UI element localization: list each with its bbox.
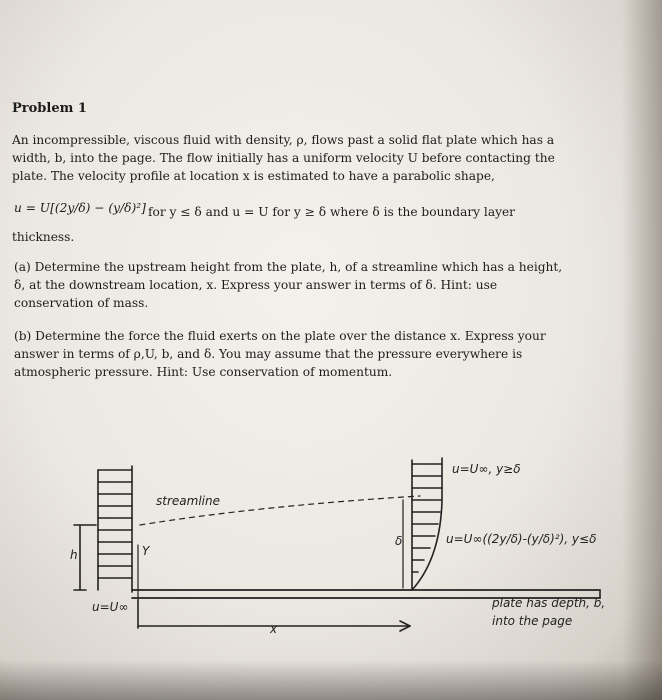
profile-equation-label: u=U∞((2y/δ)-(y/δ)²), y≤δ	[446, 532, 597, 546]
equation-condition: for y ≤ δ and u = U for y ≥ δ where δ is the boundary layer	[148, 205, 516, 219]
velocity-equation: u = U[(2y/δ) − (y/δ)²]	[14, 201, 146, 215]
outer-velocity-label: u=U∞, y≥δ	[452, 462, 521, 476]
part-a-line-1: (a) Determine the upstream height from the plate, h, of a streamline which has a height,	[14, 260, 563, 274]
delta-label: δ	[395, 534, 403, 548]
h-label: h	[70, 548, 78, 562]
intro-line-1: An incompressible, viscous fluid with density, ρ, flows past a solid flat plate which has a	[12, 133, 555, 147]
problem-title: Problem 1	[12, 101, 87, 116]
streamline-label: streamline	[156, 494, 220, 508]
equation-tail: thickness.	[12, 230, 75, 244]
intro-line-3: plate. The velocity profile at location x is estimated to have a parabolic shape,	[12, 169, 495, 183]
upstream-velocity-label: u=U∞	[92, 600, 129, 614]
part-a-line-3: conservation of mass.	[14, 296, 149, 310]
part-b-line-3: atmospheric pressure. Hint: Use conservation of momentum.	[14, 365, 393, 379]
y-label: Y	[142, 544, 150, 558]
part-b-line-1: (b) Determine the force the fluid exerts on the plate over the distance x. Express your	[14, 329, 546, 343]
plate-note-line-2: into the page	[492, 614, 573, 628]
part-a-line-2: δ, at the downstream location, x. Express your answer in terms of δ. Hint: use	[14, 278, 498, 292]
part-b-line-2: answer in terms of ρ,U, b, and δ. You may assume that the pressure everywhere is	[14, 347, 523, 361]
plate-note-line-1: plate has depth, b,	[492, 596, 606, 610]
x-label: x	[270, 622, 278, 636]
intro-line-2: width, b, into the page. The flow initially has a uniform velocity U before contacting the	[12, 151, 555, 165]
